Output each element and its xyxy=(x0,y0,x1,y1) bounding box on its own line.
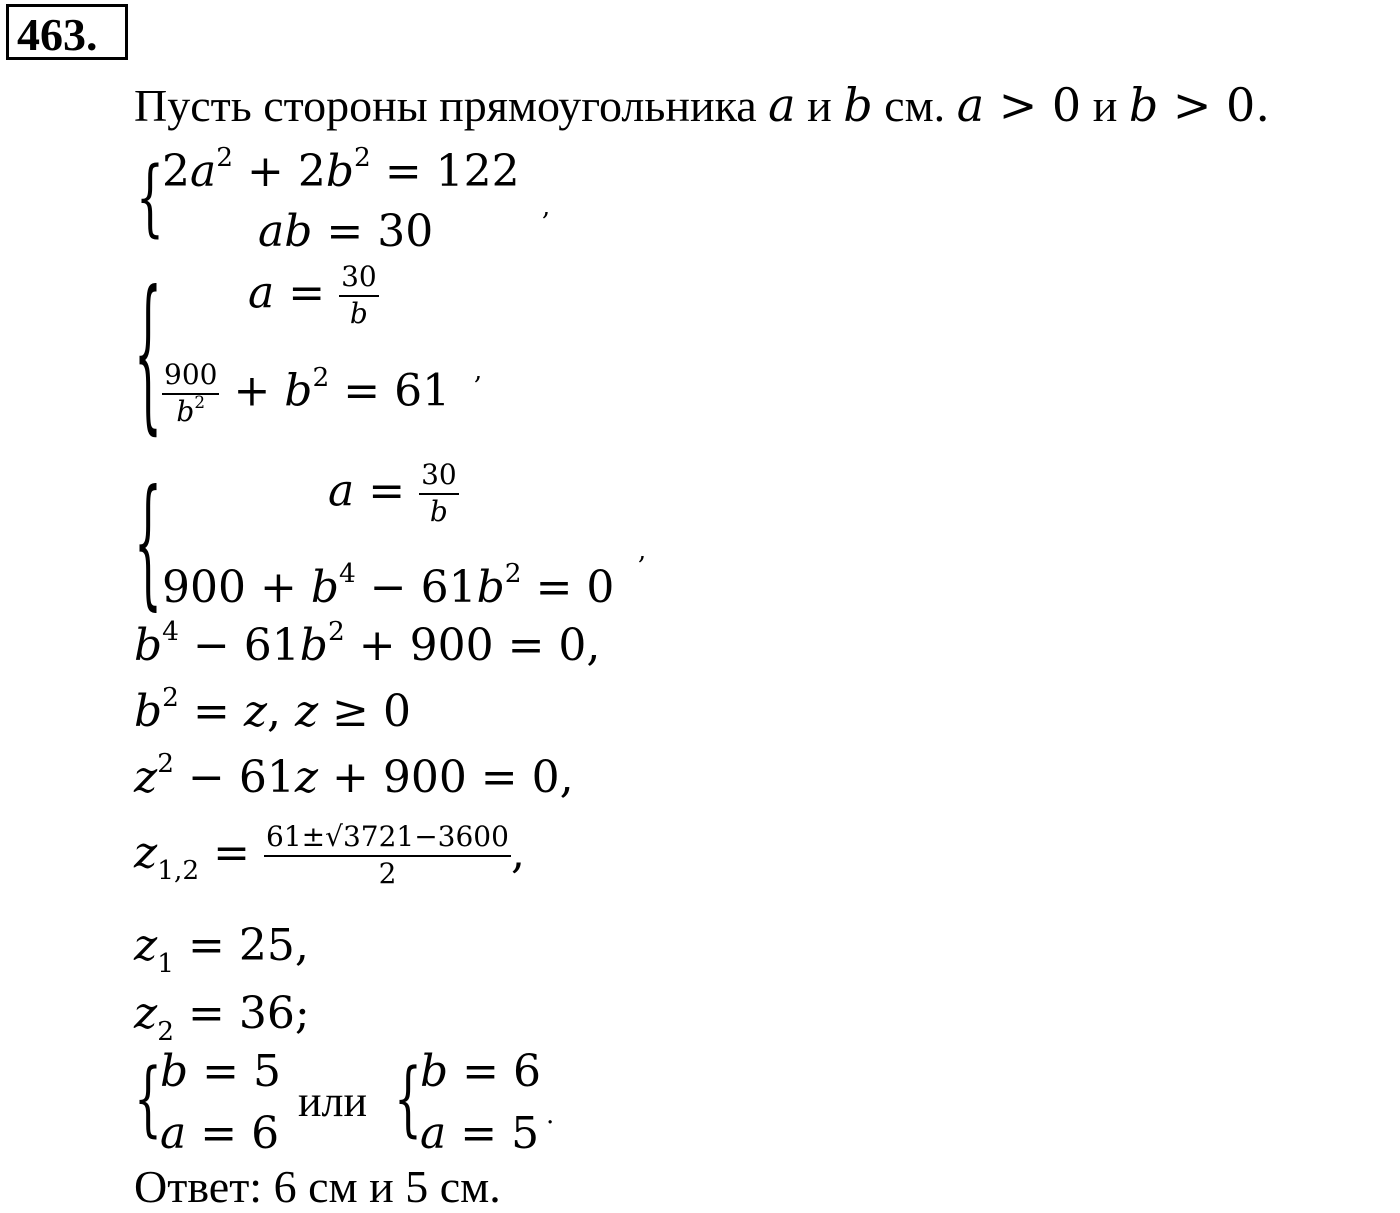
intro-line xyxy=(134,78,1270,132)
inequality: > 0 xyxy=(984,78,1082,132)
equation: a = $\frac{30}{b}$ xyxy=(248,260,377,330)
comma: , xyxy=(542,192,551,222)
equation: a = $\frac{30}{b}$ xyxy=(328,458,457,528)
var-b: b xyxy=(1128,78,1159,132)
equation: $\frac{900}{b^2}$ + $b^2 = 61$ xyxy=(164,358,451,428)
period: . xyxy=(546,1100,555,1130)
equation: ab = 30 xyxy=(258,206,434,257)
equation: a = 6 xyxy=(160,1108,280,1159)
equation: b = 6 xyxy=(420,1046,542,1097)
equation: $900 + b^4 - 61b^2 = 0$ xyxy=(162,558,615,613)
radicand: 3721−3600 xyxy=(342,820,509,853)
var-b: b xyxy=(843,78,873,132)
equation: a = 5 xyxy=(420,1108,540,1159)
fraction: $\frac{61\pm√3721-3600}{2}$ xyxy=(266,820,509,890)
answer: Ответ: 6 см и 5 см. xyxy=(134,1161,501,1212)
equation: $2a^2 + 2b^2 = 122$ xyxy=(162,142,520,197)
var-a: a xyxy=(768,78,796,132)
equation: $z_2 = 36$; xyxy=(134,988,310,1047)
system-brace: { xyxy=(134,1052,162,1147)
intro-and: и xyxy=(1081,80,1129,131)
var-a: a xyxy=(956,78,985,132)
inequality: > 0. xyxy=(1158,78,1270,132)
equation: $z^2 - 61z + 900 = 0$, xyxy=(134,748,574,803)
comma: , xyxy=(474,356,483,386)
system-brace: { xyxy=(394,1052,422,1147)
equation: b = 5 xyxy=(160,1046,282,1097)
equation: $z_{1,2}$ = $\frac{61\pm√3721-3600}{2}$ , xyxy=(134,820,525,890)
fraction: $\frac{900}{b^2}$ xyxy=(164,358,218,428)
comma: , xyxy=(638,536,647,566)
or-word: или xyxy=(298,1077,368,1126)
fraction: $\frac{30}{b}$ xyxy=(341,260,377,330)
problem-number: 463. xyxy=(6,4,128,60)
intro-and: и xyxy=(795,80,844,131)
intro-text: Пусть стороны прямоугольника xyxy=(134,80,769,131)
system-brace: { xyxy=(134,462,162,626)
equation: $z_1 = 25$, xyxy=(134,920,309,979)
equation: $b^4 - 61b^2 + 900 = 0$, xyxy=(134,616,601,671)
intro-units: см. xyxy=(872,80,957,131)
system-brace: { xyxy=(136,150,164,247)
equation: $b^2 = z$, z ≥ 0 xyxy=(134,682,412,737)
system-brace: { xyxy=(134,258,162,452)
fraction: $\frac{30}{b}$ xyxy=(421,458,457,528)
